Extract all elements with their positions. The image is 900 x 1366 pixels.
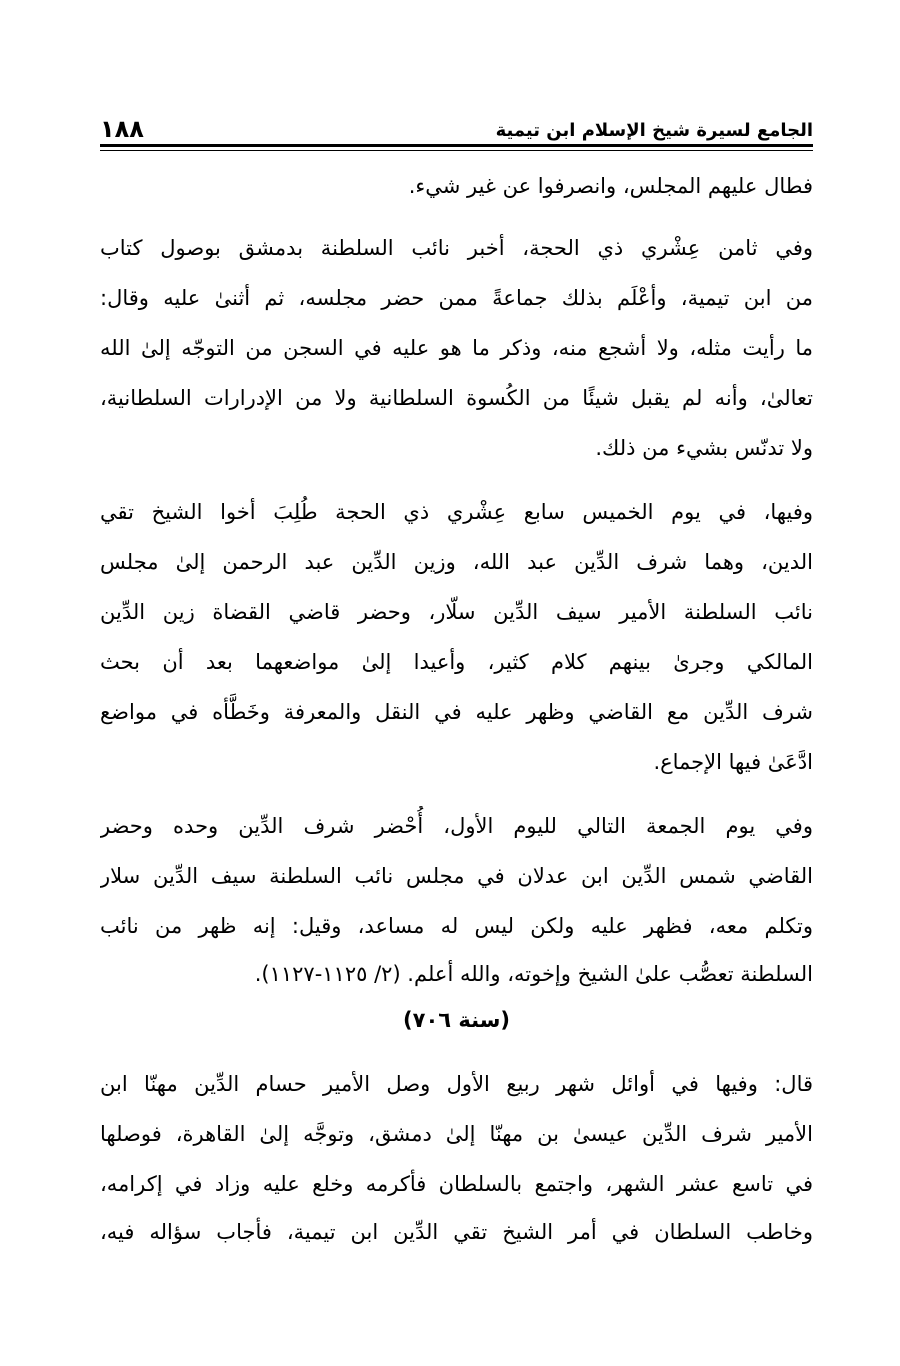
header-rule-thin [100,150,813,151]
text-line: قال: وفيها في أوائل شهر ربيع الأول وصل الأمير حسام الدِّين مهنّا ابن [100,1072,813,1096]
section-heading: (سنة ٧٠٦) [403,1008,510,1032]
text-line: تعالىٰ، وأنه لم يقبل شيئًا من الكُسوة السلطانية ولا من الإدرارات السلطانية، [100,386,813,410]
text-line: نائب السلطنة الأمير سيف الدِّين سلّار، وحضر قاضي القضاة زين الدِّين [100,600,813,624]
text-line: المالكي وجرىٰ بينهم كلام كثير، وأعيدا إلىٰ مواضعهما بعد أن بحث [100,650,813,674]
running-header [100,110,813,144]
text-line: الدين، وهما شرف الدِّين عبد الله، وزين الدِّين عبد الرحمن إلىٰ مجلس [100,550,813,574]
text-line: وفي يوم الجمعة التالي لليوم الأول، أُحْضر شرف الدِّين وحده وحضر [100,814,813,838]
text-line: الأمير شرف الدِّين عيسىٰ بن مهنّا إلىٰ دمشق، وتوجَّه إلىٰ القاهرة، فوصلها [100,1122,813,1146]
text-line: وخاطب السلطان في أمر الشيخ تقي الدِّين ابن تيمية، فأجاب سؤاله فيه، [100,1220,813,1244]
header-rule-thick [100,144,813,147]
text-line: من ابن تيمية، وأعْلَم بذلك جماعةً ممن حضر مجلسه، ثم أثنىٰ عليه وقال: [100,286,813,310]
text-line: وفيها، في يوم الخميس سابع عِشْري ذي الحجة طُلِبَ أخوا الشيخ تقي [100,500,813,524]
text-line: شرف الدِّين مع القاضي وظهر عليه في النقل والمعرفة وخَطَّأه في مواضع [100,700,813,724]
text-line: وفي ثامن عِشْري ذي الحجة، أخبر نائب السلطنة بدمشق بوصول كتاب [100,236,813,260]
running-title: الجامع لسيرة شيخ الإسلام ابن تيمية [495,120,813,141]
text-line: ولا تدنّس بشيء من ذلك. [595,436,813,460]
text-line: وتكلم معه، فظهر عليه ولكن ليس له مساعد، وقيل: إنه ظهر من نائب [100,914,813,938]
text-line: فطال عليهم المجلس، وانصرفوا عن غير شيء. [408,174,813,198]
text-line: ادَّعَىٰ فيها الإجماع. [653,750,813,774]
text-line: ما رأيت مثله، ولا أشجع منه، وذكر ما هو عليه في السجن من التوجّه إلىٰ الله [100,336,813,360]
page-number: ١٨٨ [100,115,144,143]
text-line: السلطنة تعصُّب علىٰ الشيخ وإخوته، والله أعلم. (٢/ ١١٢٥-١١٢٧). [254,962,813,986]
text-line: القاضي شمس الدِّين ابن عدلان في مجلس نائب السلطنة سيف الدِّين سلار [100,864,813,888]
text-line: في تاسع عشر الشهر، واجتمع بالسلطان فأكرمه وخلع عليه وزاد في إكرامه، [100,1172,813,1196]
